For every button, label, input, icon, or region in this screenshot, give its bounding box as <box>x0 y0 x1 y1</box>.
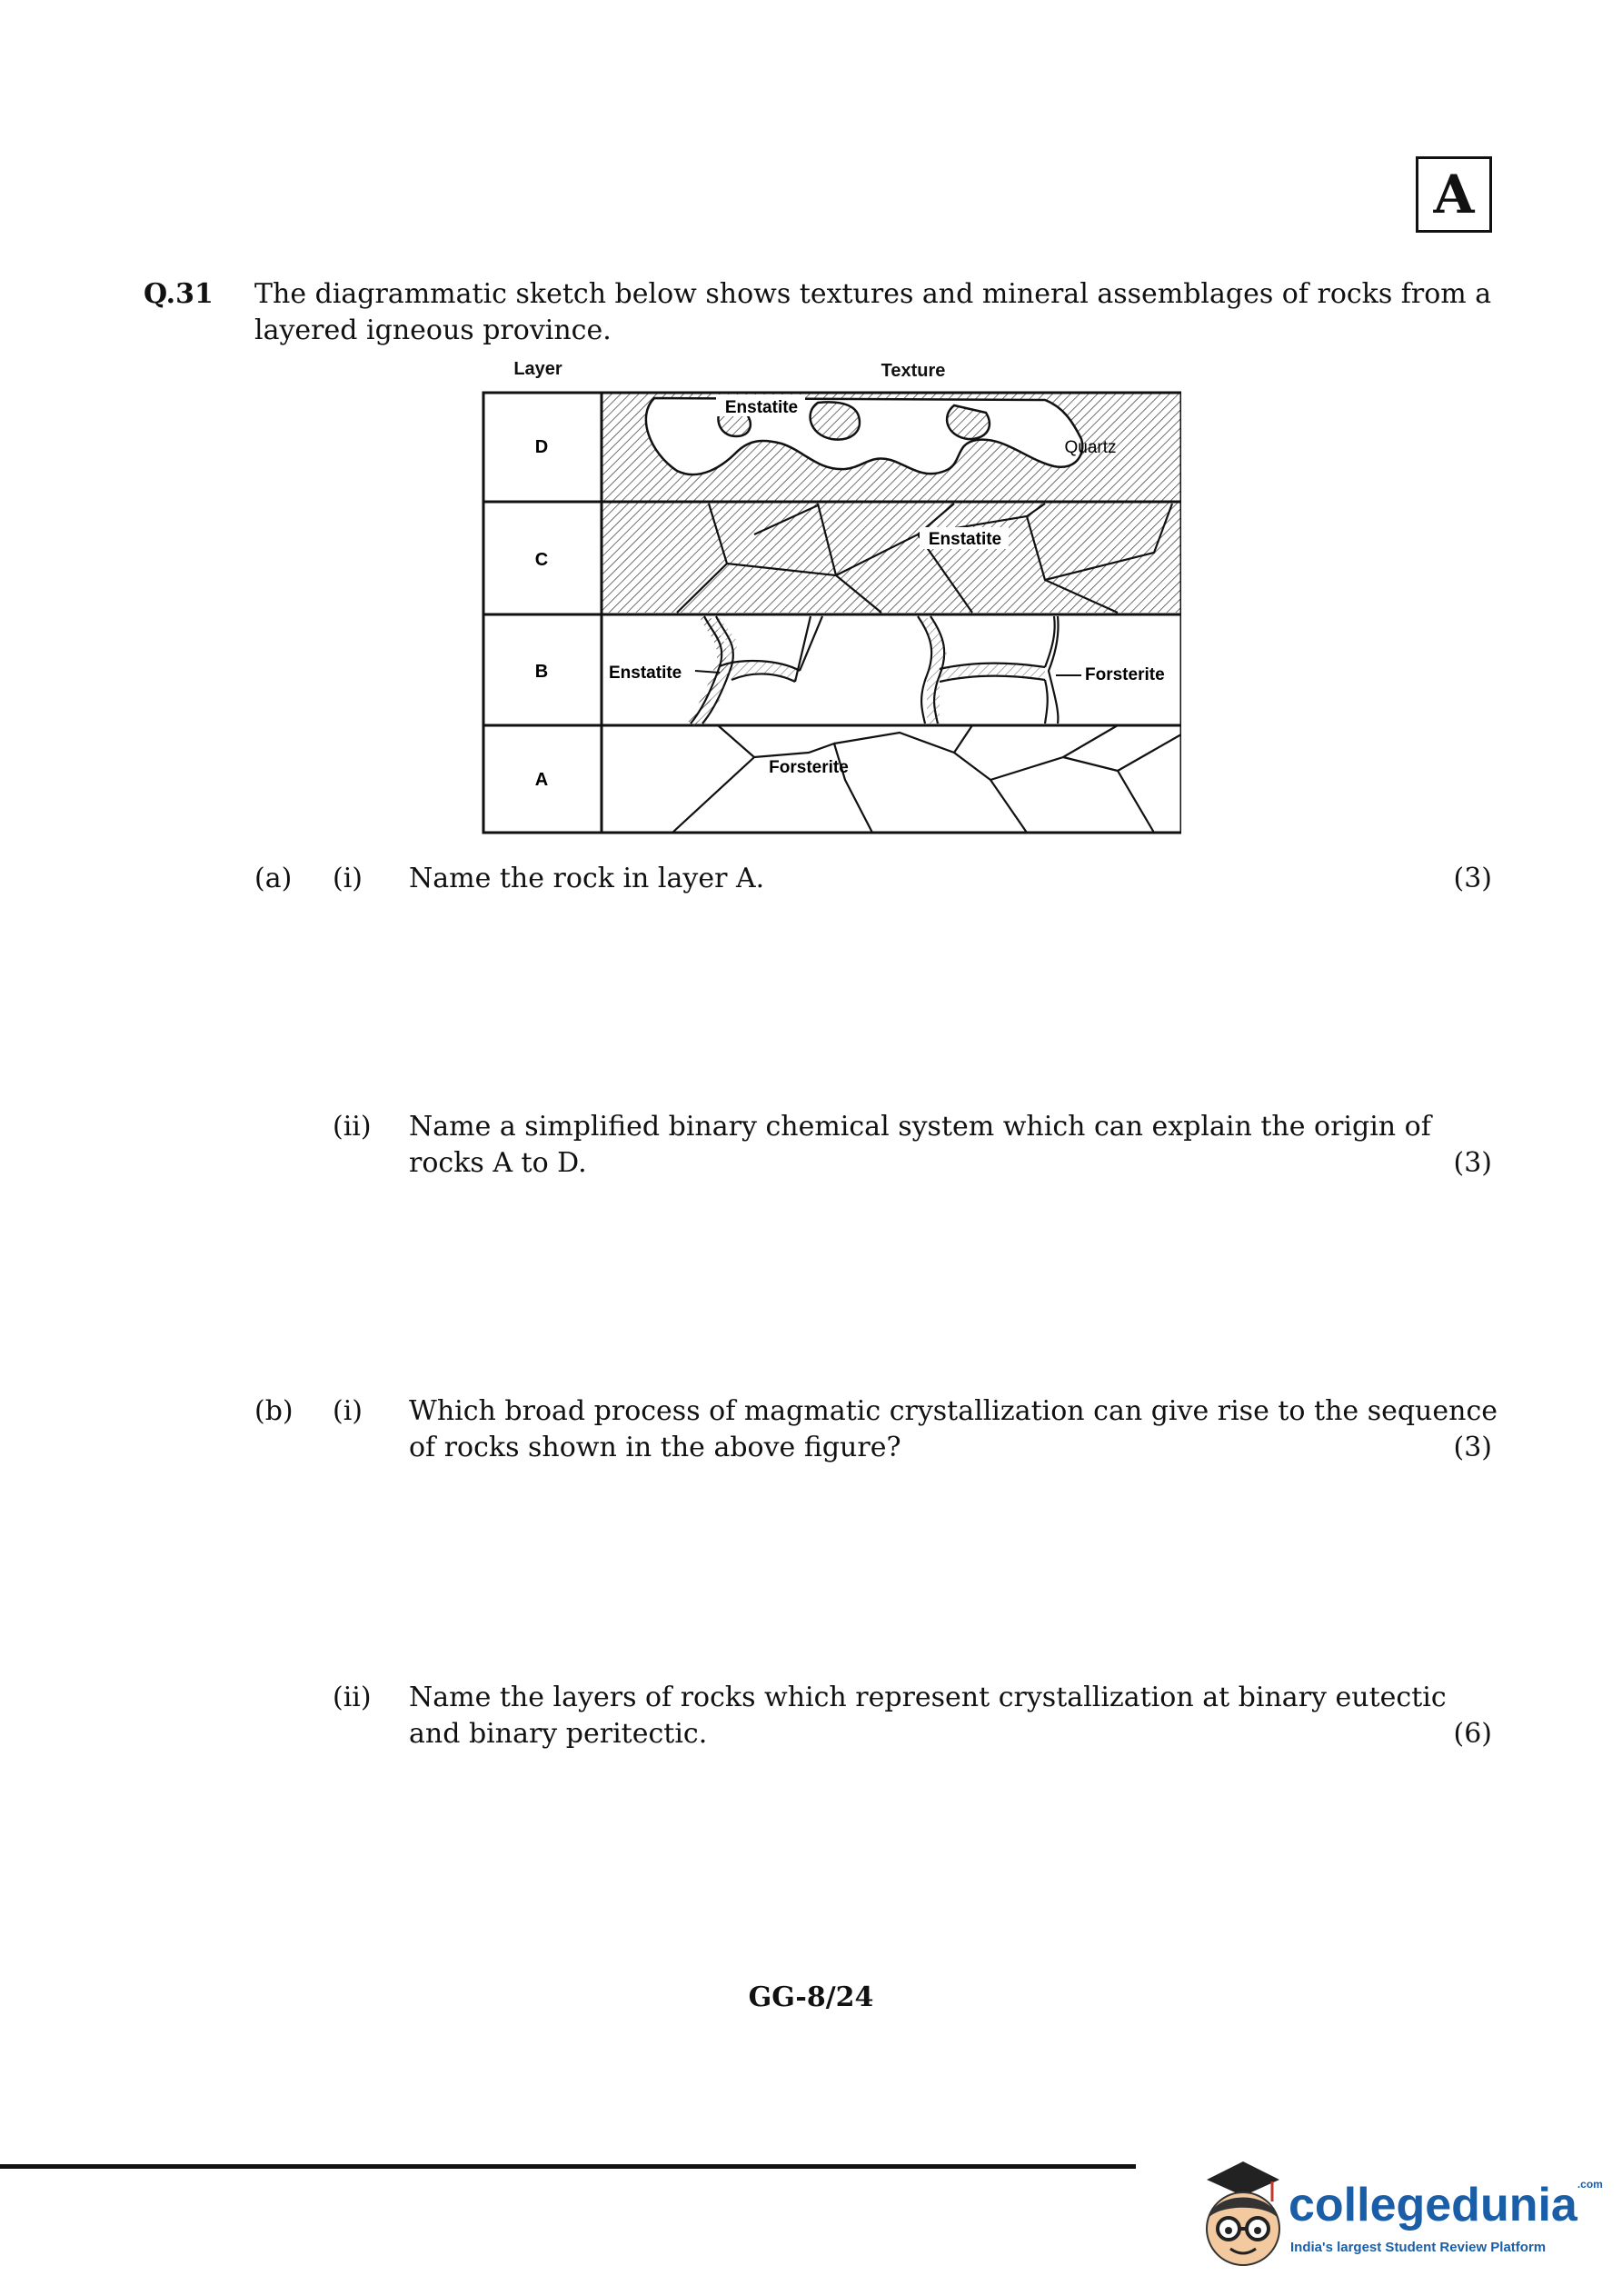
logo-suffix: .com <box>1577 2178 1603 2191</box>
part-b-ii-text-line2: and binary peritectic. <box>409 1718 708 1750</box>
question-text-line2: layered igneous province. <box>254 314 612 346</box>
layer-label-d: D <box>534 437 549 457</box>
part-b-ii-label: (ii) <box>333 1682 372 1713</box>
label-b-forsterite: Forsterite <box>1085 665 1165 684</box>
label-c-enstatite: Enstatite <box>928 530 1002 549</box>
header-texture: Texture <box>881 361 946 381</box>
part-a-label: (a) <box>254 863 293 894</box>
header-layer: Layer <box>513 359 562 379</box>
layer-label-c: C <box>534 550 549 570</box>
part-a-ii-text-line1: Name a simplified binary chemical system which can explain the origin of <box>409 1111 1431 1143</box>
label-d-quartz: Quartz <box>1064 438 1117 457</box>
part-b-i-text-line1: Which broad process of magmatic crystallization can give rise to the sequence <box>409 1395 1498 1427</box>
layer-label-b: B <box>534 662 549 682</box>
label-b-enstatite: Enstatite <box>609 664 682 683</box>
part-b-label: (b) <box>254 1395 294 1427</box>
part-a-i-label: (i) <box>333 863 363 894</box>
mascot-icon <box>1189 2154 1298 2281</box>
part-a-ii-text-line2: rocks A to D. <box>409 1147 587 1179</box>
question-text-line1: The diagrammatic sketch below shows textures and mineral assemblages of rocks from a <box>254 278 1492 310</box>
bottom-rule <box>0 2164 1136 2169</box>
label-a-forsterite: Forsterite <box>769 758 849 777</box>
part-a-i-marks: (3) <box>1453 863 1492 894</box>
layered-rock-texture-diagram <box>482 353 1181 834</box>
logo-tagline: India's largest Student Review Platform <box>1290 2240 1547 2255</box>
layer-label-a: A <box>534 770 549 790</box>
part-b-i-marks: (3) <box>1453 1432 1492 1463</box>
paper-version-letter: A <box>1433 164 1475 225</box>
question-number: Q.31 <box>144 278 214 310</box>
part-b-ii-marks: (6) <box>1453 1718 1492 1750</box>
logo-wordmark: collegedunia <box>1289 2179 1577 2231</box>
page-footer-code: GG-8/24 <box>748 1982 874 2013</box>
collegedunia-logo[interactable] <box>1181 2154 1608 2291</box>
part-b-i-label: (i) <box>333 1395 363 1427</box>
part-b-i-text-line2: of rocks shown in the above figure? <box>409 1432 901 1463</box>
part-b-ii-text-line1: Name the layers of rocks which represent crystallization at binary eutectic <box>409 1682 1447 1713</box>
label-d-enstatite: Enstatite <box>724 398 799 417</box>
part-a-ii-label: (ii) <box>333 1111 372 1143</box>
part-a-i-text: Name the rock in layer A. <box>409 863 765 894</box>
part-a-ii-marks: (3) <box>1453 1147 1492 1179</box>
paper-version-box <box>1416 156 1492 233</box>
